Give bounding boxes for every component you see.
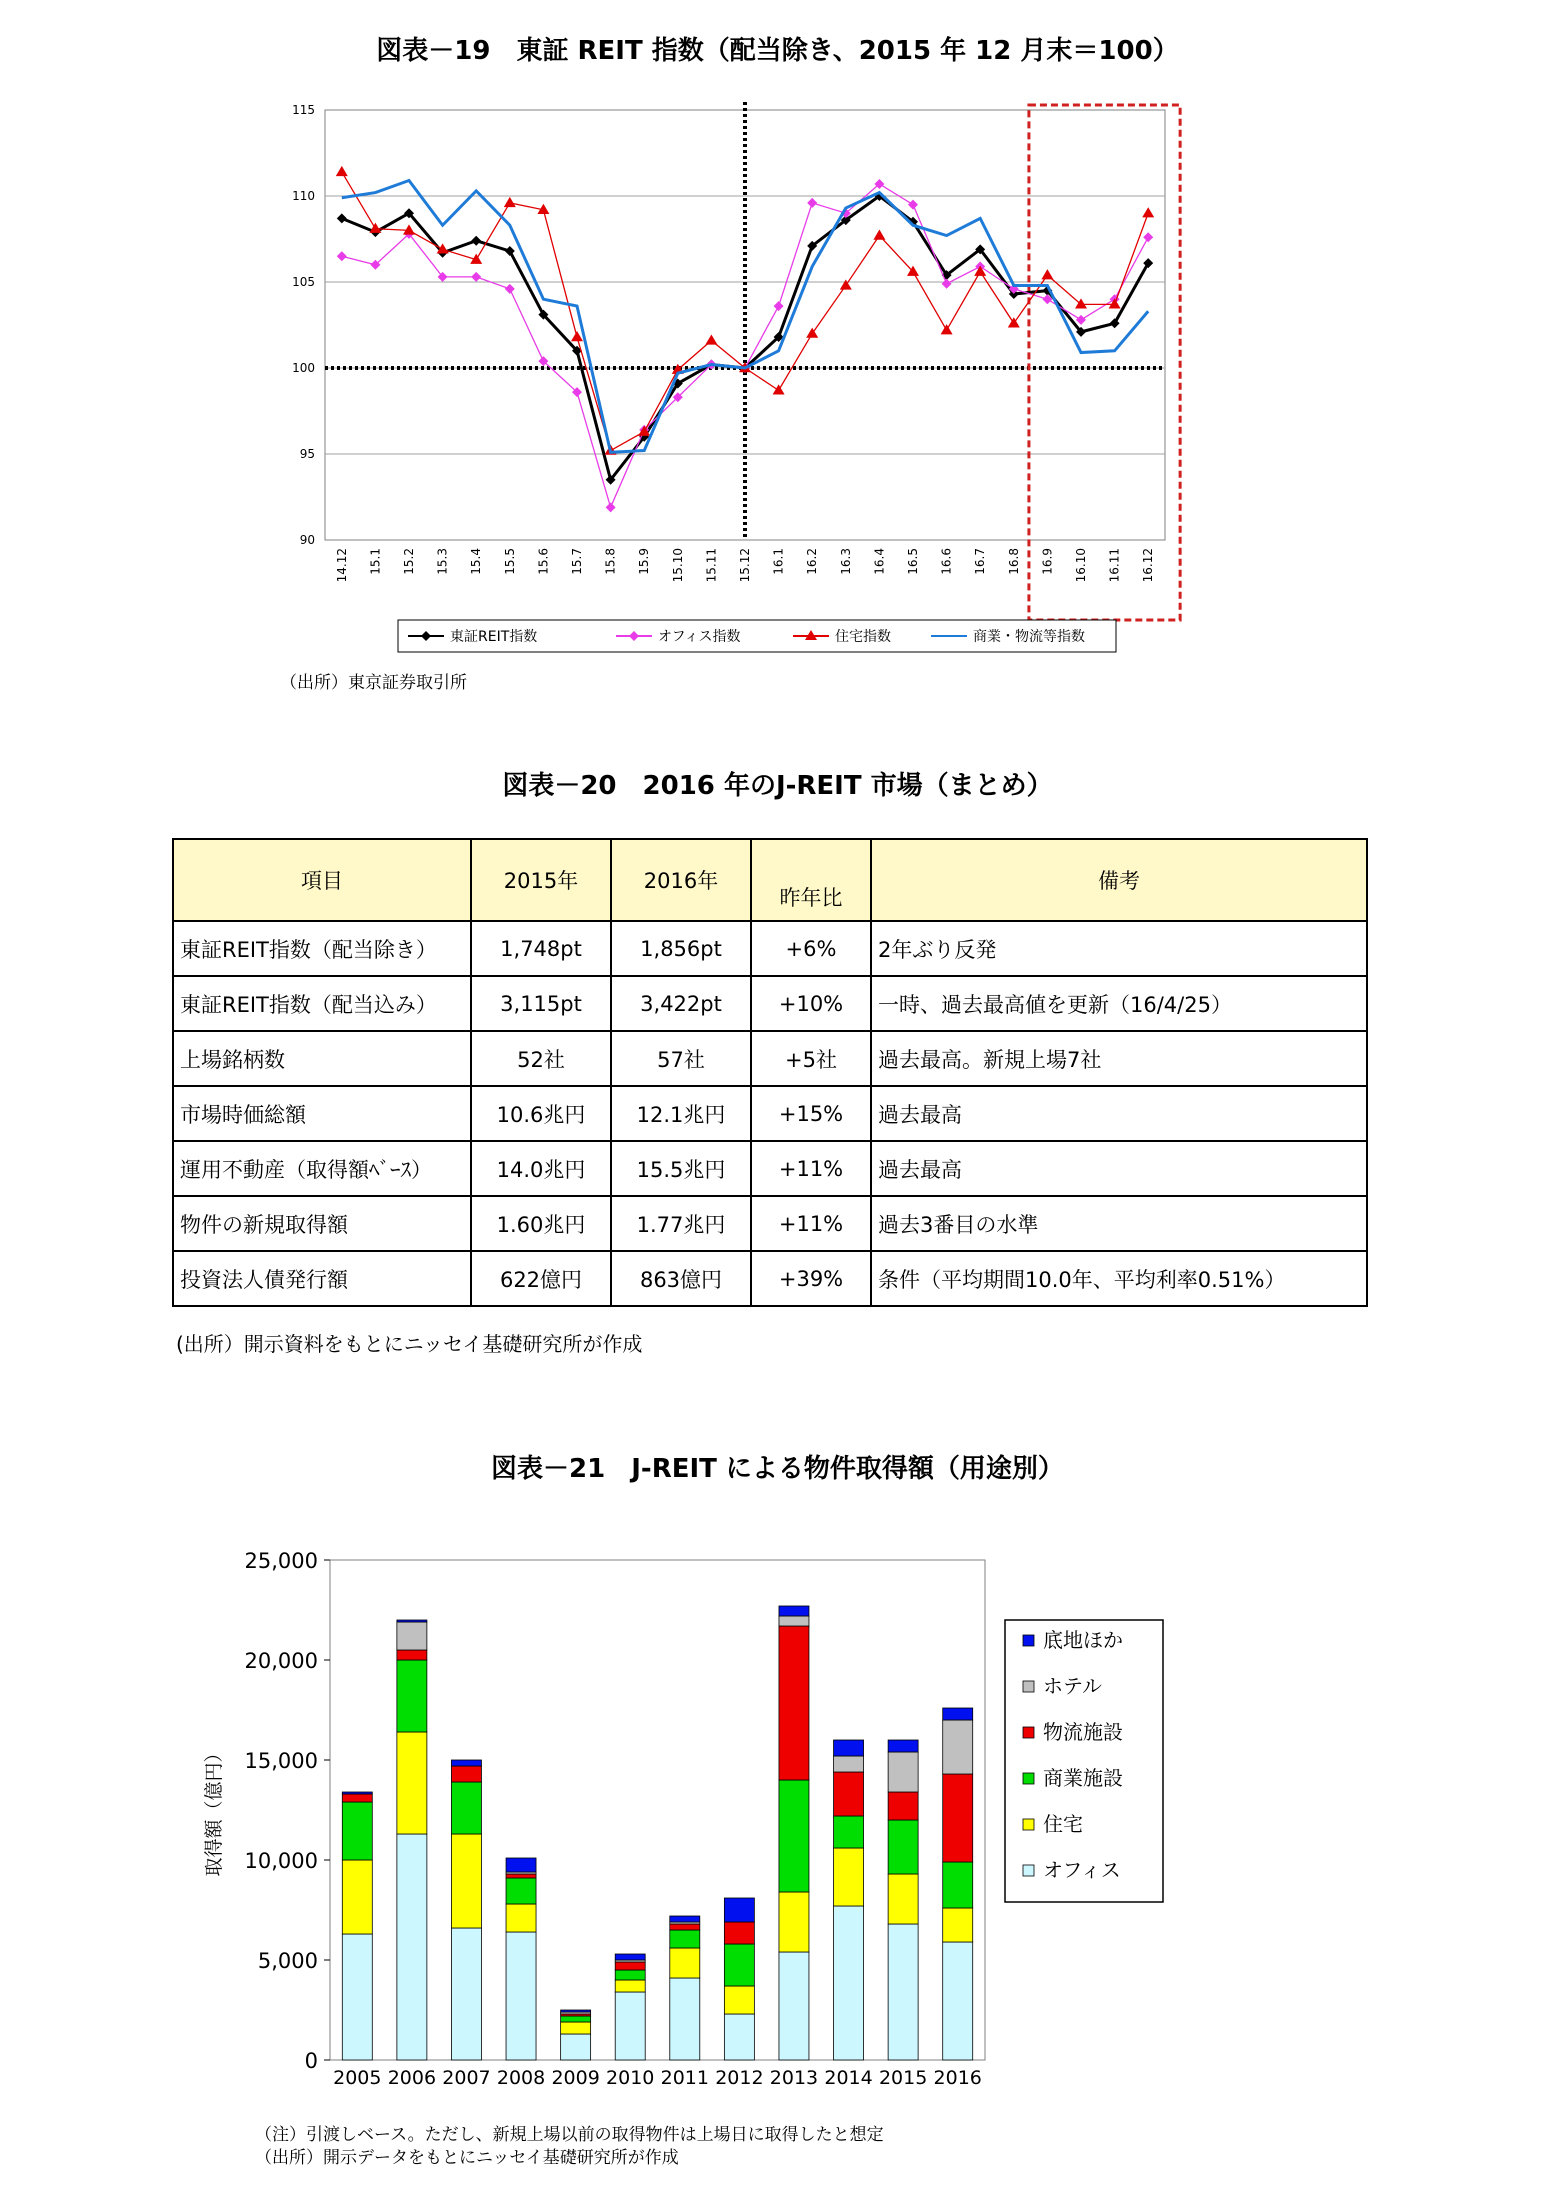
x-tick-label: 16.11 bbox=[1107, 548, 1122, 583]
y-tick-label: 95 bbox=[299, 447, 315, 461]
bar-segment bbox=[615, 1962, 645, 1970]
fig21-bar-chart bbox=[200, 1540, 1380, 2100]
cell-2016: 12.1兆円 bbox=[611, 1086, 751, 1141]
header-yoy: 昨年比 bbox=[751, 839, 871, 921]
bar-segment bbox=[397, 1620, 427, 1622]
x-tick-label: 15.1 bbox=[368, 548, 383, 575]
header-item: 項目 bbox=[173, 839, 471, 921]
header-remarks: 備考 bbox=[871, 839, 1367, 921]
cell-remarks: 2年ぶり反発 bbox=[871, 921, 1367, 976]
bar-segment bbox=[724, 1898, 754, 1922]
fig21-note: （注）引渡しベース。ただし、新規上場以前の取得物件は上場日に取得したと想定 bbox=[255, 2125, 884, 2145]
x-tick-label: 16.8 bbox=[1006, 548, 1021, 575]
bar-segment bbox=[834, 1756, 864, 1772]
bar-segment bbox=[342, 1934, 372, 2060]
x-tick-label: 16.2 bbox=[805, 548, 820, 575]
cell-remarks: 一時、過去最高値を更新（16/4/25） bbox=[871, 976, 1367, 1031]
cell-2016: 1.77兆円 bbox=[611, 1196, 751, 1251]
bar-segment bbox=[397, 1732, 427, 1834]
y-tick-label: 90 bbox=[299, 533, 315, 547]
table-row bbox=[173, 976, 1367, 1031]
x-tick-label: 14.12 bbox=[334, 548, 349, 583]
legend-swatch bbox=[1023, 1773, 1034, 1784]
bar-segment bbox=[342, 1802, 372, 1860]
table-row bbox=[173, 921, 1367, 976]
x-tick-label: 2010 bbox=[606, 2067, 655, 2089]
x-tick-label: 2013 bbox=[769, 2067, 819, 2089]
bar-segment bbox=[779, 1606, 809, 1616]
bar-segment bbox=[943, 1942, 973, 2060]
table-header-row bbox=[173, 839, 1367, 921]
x-tick-label: 16.12 bbox=[1141, 548, 1156, 583]
bar-segment bbox=[888, 1924, 918, 2060]
bar-segment bbox=[397, 1650, 427, 1660]
bar-segment bbox=[670, 1948, 700, 1978]
bar-segment bbox=[506, 1932, 536, 2060]
table-row bbox=[173, 1251, 1367, 1306]
x-tick-label: 16.4 bbox=[872, 548, 887, 575]
cell-2016: 15.5兆円 bbox=[611, 1141, 751, 1196]
legend-label: オフィス指数 bbox=[658, 629, 741, 645]
bar-segment bbox=[451, 1760, 481, 1766]
legend-swatch bbox=[1023, 1635, 1034, 1646]
y-tick-label: 20,000 bbox=[244, 1649, 318, 1673]
legend-label: 底地ほか bbox=[1043, 1628, 1123, 1652]
bar-segment bbox=[670, 1916, 700, 1922]
x-tick-label: 16.5 bbox=[906, 548, 920, 575]
cell-2015: 52社 bbox=[471, 1031, 611, 1086]
bar-segment bbox=[779, 1780, 809, 1892]
bar-segment bbox=[506, 1904, 536, 1932]
x-tick-label: 15.4 bbox=[469, 548, 484, 575]
x-tick-label: 15.12 bbox=[738, 548, 752, 583]
x-tick-label: 2016 bbox=[933, 2067, 982, 2089]
legend-swatch bbox=[1023, 1727, 1034, 1738]
bar-segment bbox=[779, 1892, 809, 1952]
bar-segment bbox=[670, 1930, 700, 1948]
x-tick-label: 15.9 bbox=[637, 548, 652, 575]
cell-remarks: 過去最高 bbox=[871, 1141, 1367, 1196]
bar-segment bbox=[615, 1954, 645, 1960]
x-tick-label: 2012 bbox=[715, 2067, 764, 2089]
bar-segment bbox=[834, 1772, 864, 1816]
bar-segment bbox=[670, 1924, 700, 1930]
cell-remarks: 過去最高。新規上場7社 bbox=[871, 1031, 1367, 1086]
bar-segment bbox=[451, 1928, 481, 2060]
fig19-source: （出所）東京証券取引所 bbox=[280, 673, 467, 693]
table-row bbox=[173, 1196, 1367, 1251]
cell-remarks: 過去最高 bbox=[871, 1086, 1367, 1141]
bar-segment bbox=[342, 1792, 372, 1794]
legend-label: 東証REIT指数 bbox=[450, 629, 538, 645]
bar-segment bbox=[943, 1862, 973, 1908]
cell-2015: 10.6兆円 bbox=[471, 1086, 611, 1141]
bar-segment bbox=[888, 1820, 918, 1874]
bar-segment bbox=[943, 1708, 973, 1720]
bar-segment bbox=[724, 2014, 754, 2060]
y-tick-label: 105 bbox=[292, 275, 315, 289]
y-axis-label: 取得額（億円） bbox=[203, 1743, 225, 1877]
cell-yoy: +15% bbox=[751, 1086, 871, 1141]
y-tick-label: 100 bbox=[292, 361, 315, 375]
plot-area bbox=[330, 1560, 985, 2060]
bar-segment bbox=[888, 1792, 918, 1820]
cell-2015: 1.60兆円 bbox=[471, 1196, 611, 1251]
x-tick-label: 15.7 bbox=[570, 548, 584, 575]
bar-segment bbox=[397, 1660, 427, 1732]
cell-2016: 3,422pt bbox=[611, 976, 751, 1031]
cell-item: 東証REIT指数（配当除き） bbox=[173, 921, 471, 976]
cell-item: 運用不動産（取得額ﾍﾞｰｽ） bbox=[173, 1141, 471, 1196]
x-tick-label: 16.10 bbox=[1074, 548, 1088, 583]
legend-label: 商業・物流等指数 bbox=[973, 629, 1085, 645]
cell-2015: 3,115pt bbox=[471, 976, 611, 1031]
bar-segment bbox=[451, 1766, 481, 1782]
y-tick-label: 0 bbox=[304, 2049, 318, 2073]
fig19-line-chart bbox=[270, 100, 1230, 660]
header-2016: 2016年 bbox=[611, 839, 751, 921]
bar-segment bbox=[615, 1992, 645, 2060]
y-tick-label: 25,000 bbox=[244, 1549, 318, 1573]
bar-segment bbox=[779, 1616, 809, 1626]
legend-label: 商業施設 bbox=[1043, 1766, 1123, 1790]
bar-segment bbox=[615, 1980, 645, 1992]
cell-item: 物件の新規取得額 bbox=[173, 1196, 471, 1251]
x-tick-label: 2005 bbox=[333, 2067, 382, 2089]
bar-segment bbox=[342, 1860, 372, 1934]
x-tick-label: 15.10 bbox=[670, 548, 685, 583]
bar-segment bbox=[397, 1834, 427, 2060]
x-tick-label: 16.9 bbox=[1040, 548, 1055, 575]
x-tick-label: 16.6 bbox=[939, 548, 954, 575]
bar-segment bbox=[834, 1740, 864, 1756]
header-2015: 2015年 bbox=[471, 839, 611, 921]
y-tick-label: 10,000 bbox=[244, 1849, 318, 1873]
y-tick-label: 115 bbox=[292, 103, 315, 117]
x-tick-label: 2014 bbox=[824, 2067, 873, 2089]
x-tick-label: 2006 bbox=[387, 2067, 437, 2089]
legend-swatch bbox=[1023, 1819, 1034, 1830]
cell-yoy: +39% bbox=[751, 1251, 871, 1306]
fig20-title: 図表－20 2016 年のJ-REIT 市場（まとめ） bbox=[502, 771, 1053, 801]
x-tick-label: 2008 bbox=[496, 2067, 546, 2089]
y-tick-label: 110 bbox=[292, 189, 315, 203]
legend-label: 住宅 bbox=[1043, 1812, 1083, 1836]
fig21-source: （出所）開示データをもとにニッセイ基礎研究所が作成 bbox=[255, 2148, 679, 2168]
cell-item: 投資法人債発行額 bbox=[173, 1251, 471, 1306]
bar-segment bbox=[506, 1878, 536, 1904]
legend-label: 住宅指数 bbox=[835, 629, 891, 645]
fig20-source: (出所）開示資料をもとにニッセイ基礎研究所が作成 bbox=[176, 1332, 643, 1356]
legend-label: 物流施設 bbox=[1043, 1720, 1123, 1744]
cell-yoy: +11% bbox=[751, 1141, 871, 1196]
x-tick-label: 2009 bbox=[551, 2067, 600, 2089]
cell-remarks: 条件（平均期間10.0年、平均利率0.51%） bbox=[871, 1251, 1367, 1306]
bar-segment bbox=[779, 1952, 809, 2060]
cell-remarks: 過去3番目の水準 bbox=[871, 1196, 1367, 1251]
x-tick-label: 15.2 bbox=[402, 548, 416, 575]
cell-yoy: +10% bbox=[751, 976, 871, 1031]
cell-yoy: +6% bbox=[751, 921, 871, 976]
bar-segment bbox=[615, 1970, 645, 1980]
bar-segment bbox=[561, 2010, 591, 2012]
bar-segment bbox=[834, 1906, 864, 2060]
x-tick-label: 15.8 bbox=[603, 548, 618, 575]
bar-segment bbox=[888, 1740, 918, 1752]
cell-2015: 14.0兆円 bbox=[471, 1141, 611, 1196]
bar-segment bbox=[561, 2034, 591, 2060]
bar-segment bbox=[561, 2016, 591, 2022]
cell-2016: 57社 bbox=[611, 1031, 751, 1086]
bar-segment bbox=[342, 1794, 372, 1802]
x-tick-label: 15.5 bbox=[502, 548, 517, 575]
bar-segment bbox=[397, 1622, 427, 1650]
table-row bbox=[173, 1086, 1367, 1141]
x-tick-label: 16.1 bbox=[771, 548, 786, 575]
bar-segment bbox=[506, 1874, 536, 1878]
bar-segment bbox=[834, 1816, 864, 1848]
bar-segment bbox=[779, 1626, 809, 1780]
bar-segment bbox=[943, 1908, 973, 1942]
legend-swatch bbox=[1023, 1865, 1034, 1876]
x-tick-label: 2011 bbox=[660, 2067, 709, 2089]
fig21-title: 図表－21 J-REIT による物件取得額（用途別） bbox=[491, 1454, 1064, 1484]
legend-swatch bbox=[1023, 1681, 1034, 1692]
bar-segment bbox=[888, 1874, 918, 1924]
bar-segment bbox=[724, 1986, 754, 2014]
table-row bbox=[173, 1141, 1367, 1196]
x-tick-label: 2007 bbox=[442, 2067, 491, 2089]
fig19-title: 図表－19 東証 REIT 指数（配当除き、2015 年 12 月末＝100） bbox=[376, 36, 1179, 66]
legend-label: オフィス bbox=[1043, 1858, 1121, 1882]
bar-segment bbox=[506, 1858, 536, 1872]
bar-segment bbox=[724, 1944, 754, 1986]
cell-item: 上場銘柄数 bbox=[173, 1031, 471, 1086]
legend-label: ホテル bbox=[1043, 1674, 1102, 1698]
summary-table bbox=[172, 838, 1368, 1307]
x-tick-label: 15.3 bbox=[435, 548, 450, 575]
cell-yoy: +11% bbox=[751, 1196, 871, 1251]
bar-segment bbox=[943, 1720, 973, 1774]
bar-segment bbox=[888, 1752, 918, 1792]
x-tick-label: 2015 bbox=[878, 2067, 928, 2089]
table-row bbox=[173, 1031, 1367, 1086]
cell-2016: 1,856pt bbox=[611, 921, 751, 976]
x-tick-label: 15.11 bbox=[704, 548, 719, 583]
cell-item: 東証REIT指数（配当込み） bbox=[173, 976, 471, 1031]
bar-segment bbox=[834, 1848, 864, 1906]
cell-2015: 622億円 bbox=[471, 1251, 611, 1306]
bar-segment bbox=[724, 1922, 754, 1944]
bar-segment bbox=[561, 2022, 591, 2034]
bar-segment bbox=[670, 1978, 700, 2060]
bar-segment bbox=[943, 1774, 973, 1862]
cell-item: 市場時価総額 bbox=[173, 1086, 471, 1141]
y-tick-label: 15,000 bbox=[244, 1749, 318, 1773]
x-tick-label: 16.7 bbox=[973, 548, 988, 575]
y-tick-label: 5,000 bbox=[257, 1949, 318, 1973]
cell-2015: 1,748pt bbox=[471, 921, 611, 976]
bar-segment bbox=[451, 1834, 481, 1928]
cell-yoy: +5社 bbox=[751, 1031, 871, 1086]
cell-2016: 863億円 bbox=[611, 1251, 751, 1306]
x-tick-label: 15.6 bbox=[536, 548, 551, 575]
bar-segment bbox=[451, 1782, 481, 1834]
x-tick-label: 16.3 bbox=[838, 548, 853, 575]
